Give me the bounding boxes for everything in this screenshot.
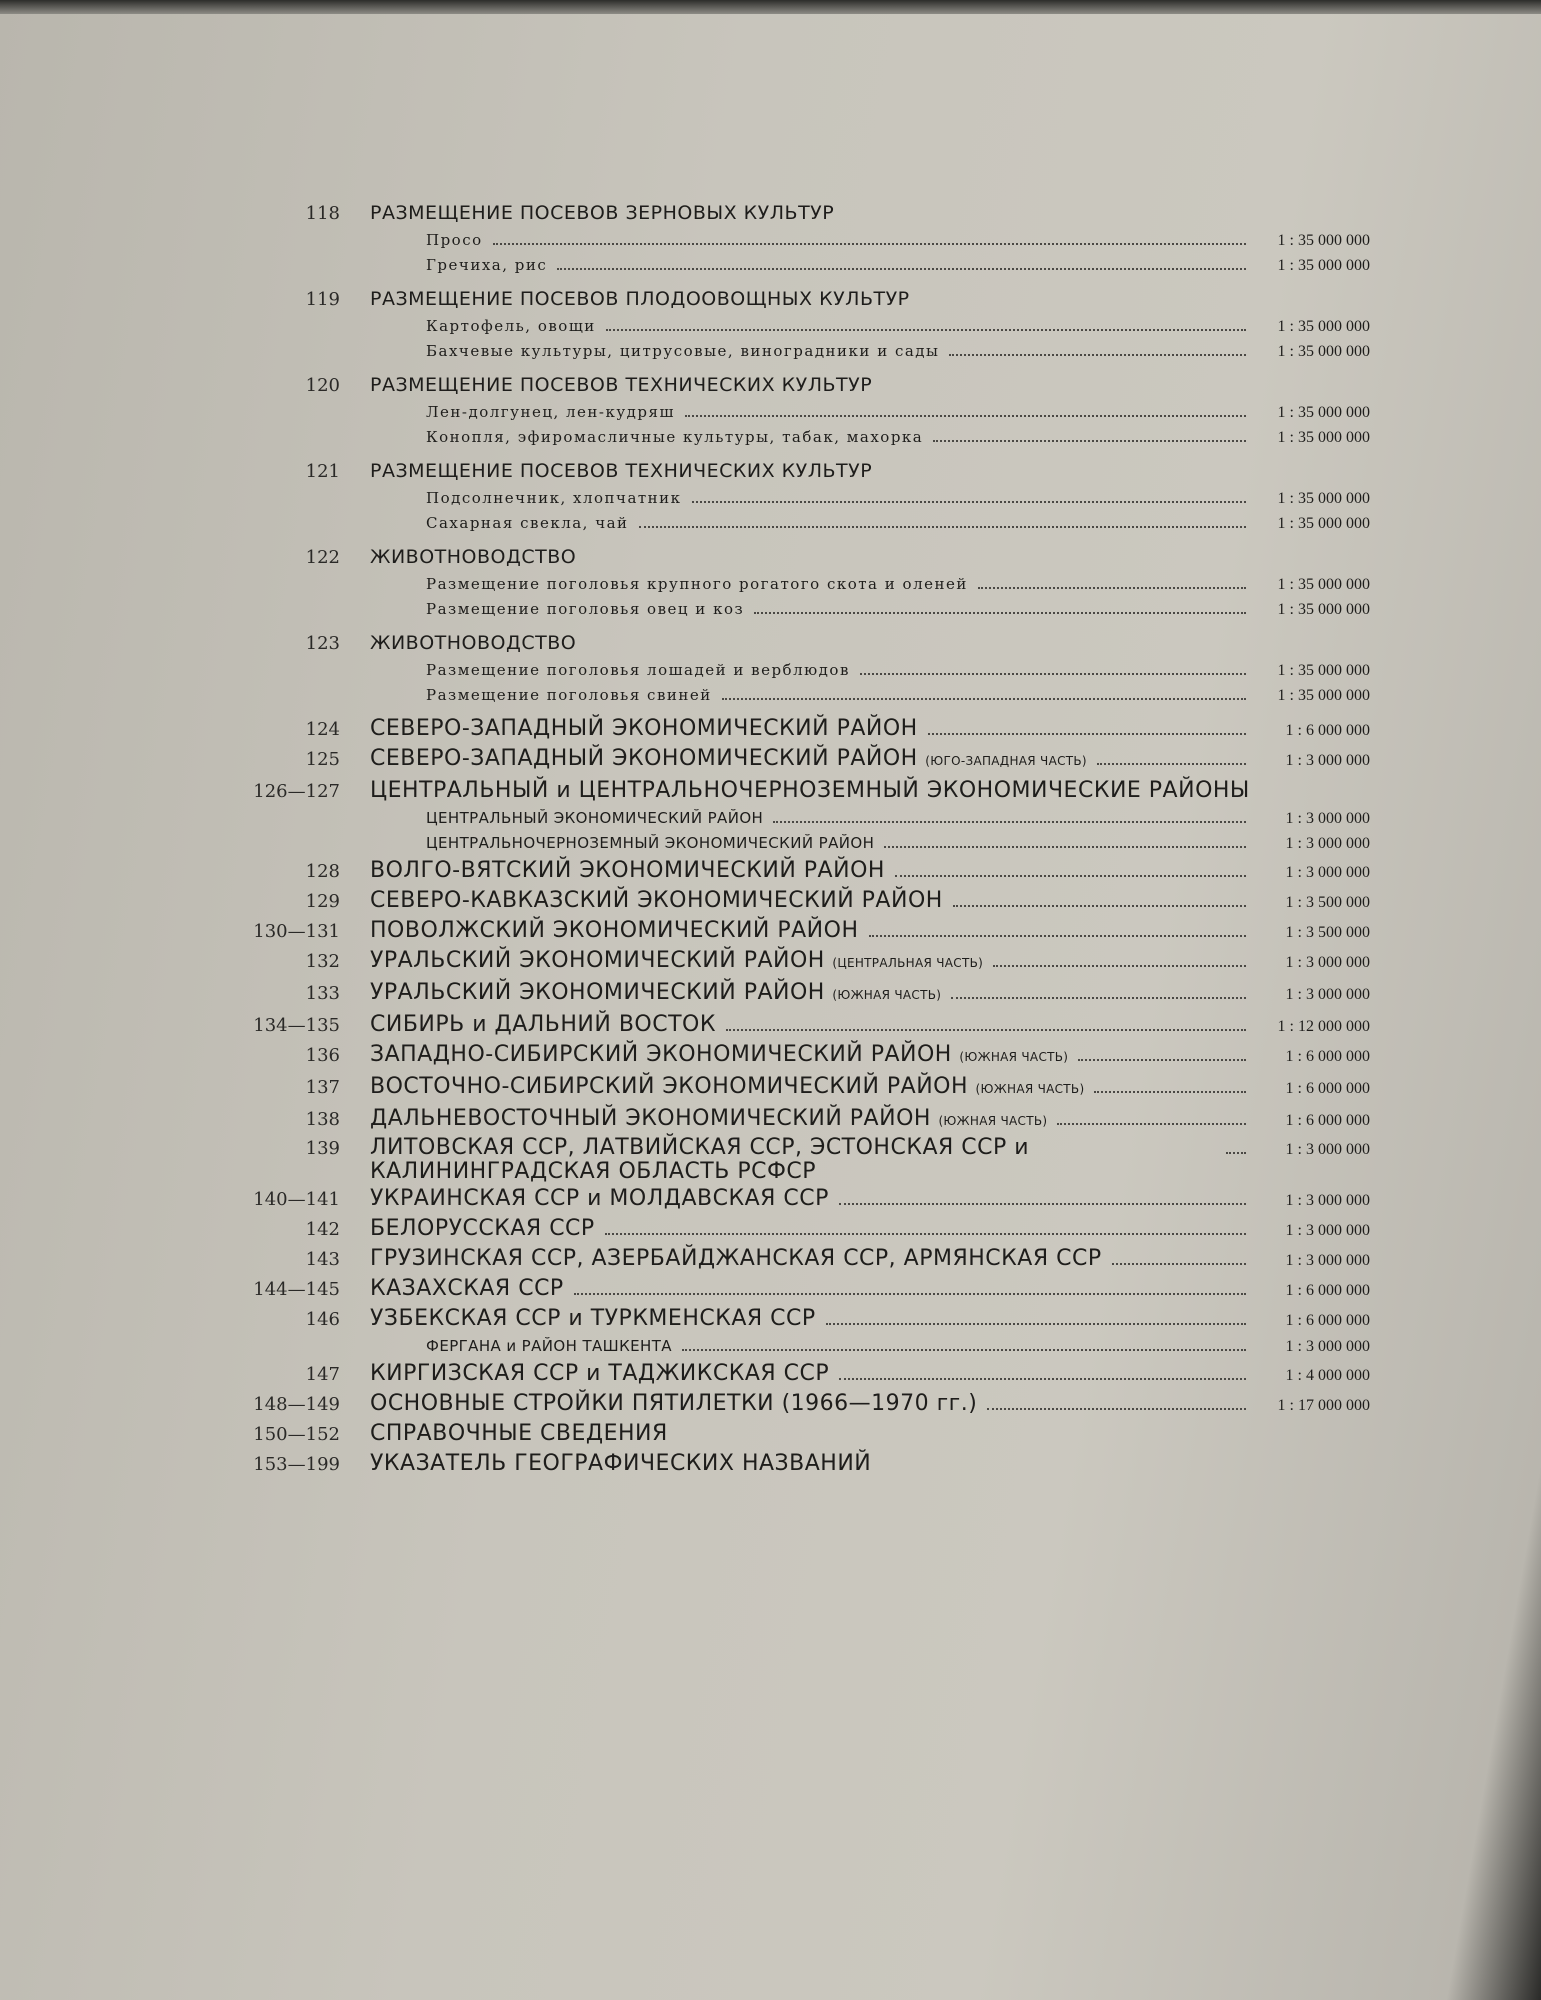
toc-entry[interactable] (240, 1040, 1370, 1072)
toc-subentry[interactable] (240, 683, 1370, 708)
dot-leader (606, 329, 1246, 331)
map-scale: 1 : 35 000 000 (1277, 576, 1370, 593)
dot-leader (951, 997, 1246, 999)
subentry-label: Размещение поголовья крупного рогатого скота и оленей (426, 575, 968, 593)
entry-title (370, 1389, 977, 1419)
dot-leader (722, 698, 1246, 700)
toc-entry[interactable] (240, 1244, 1370, 1274)
entry-title (370, 1010, 716, 1040)
page-number: 119 (305, 289, 340, 310)
entry-title (370, 1419, 668, 1449)
dot-leader (928, 733, 1246, 735)
toc-entry-line (240, 1449, 1370, 1479)
toc-subentry[interactable] (240, 253, 1370, 278)
dot-leader (574, 1293, 1246, 1295)
toc-subentry[interactable] (240, 228, 1370, 253)
map-scale: 1 : 3 000 000 (1285, 986, 1370, 1003)
page-number: 130—131 (253, 921, 340, 942)
toc-entry[interactable] (240, 1359, 1370, 1389)
dot-leader (682, 1349, 1246, 1351)
toc-subentry[interactable] (240, 1334, 1370, 1359)
map-scale: 1 : 3 500 000 (1285, 924, 1370, 941)
page-number: 122 (305, 547, 340, 568)
map-scale: 1 : 3 000 000 (1285, 810, 1370, 827)
map-scale: 1 : 12 000 000 (1277, 1018, 1370, 1035)
entry-title (370, 856, 885, 886)
dot-leader (933, 440, 1246, 442)
entry-title-text: ПОВОЛЖСКИЙ ЭКОНОМИЧЕСКИЙ РАЙОН (370, 918, 859, 943)
subentry-label: Сахарная свекла, чай (426, 514, 629, 532)
dot-leader (639, 526, 1246, 528)
page-number: 134—135 (253, 1015, 340, 1036)
toc-entry-line (240, 1214, 1370, 1244)
dot-leader (884, 846, 1246, 848)
entry-title-text: СЕВЕРО-ЗАПАДНЫЙ ЭКОНОМИЧЕСКИЙ РАЙОН (370, 716, 918, 741)
page-number: 148—149 (253, 1394, 340, 1415)
subentry-label: Размещение поголовья лошадей и верблюдов (426, 661, 850, 679)
entry-title-text: ОСНОВНЫЕ СТРОЙКИ ПЯТИЛЕТКИ (1966—1970 гг.) (370, 1391, 978, 1416)
toc-section (240, 284, 1370, 364)
map-scale: 1 : 35 000 000 (1277, 490, 1370, 507)
entry-title (370, 916, 859, 946)
toc-entry-line (240, 1104, 1370, 1136)
toc-entry[interactable] (240, 1274, 1370, 1304)
toc-entry-line (240, 1359, 1370, 1389)
toc-entry[interactable] (240, 776, 1370, 806)
toc-section (240, 542, 1370, 622)
entry-title (370, 886, 943, 916)
toc-entry-line (240, 1010, 1370, 1040)
map-scale: 1 : 3 500 000 (1285, 894, 1370, 911)
entry-title-text: ВОЛГО-ВЯТСКИЙ ЭКОНОМИЧЕСКИЙ РАЙОН (370, 858, 885, 883)
entry-title (370, 714, 918, 744)
toc-section (240, 198, 1370, 278)
map-scale: 1 : 3 000 000 (1285, 954, 1370, 971)
toc-entry[interactable] (240, 714, 1370, 744)
toc-entry[interactable] (240, 978, 1370, 1010)
entry-title (370, 1040, 1068, 1072)
toc-entry-line (240, 1274, 1370, 1304)
toc-entry[interactable] (240, 946, 1370, 978)
dot-leader (949, 354, 1246, 356)
page-number: 125 (305, 749, 340, 770)
toc-entry-line (240, 744, 1370, 776)
page-number: 123 (305, 633, 340, 654)
subentry-label: Просо (426, 231, 483, 249)
map-scale: 1 : 3 000 000 (1285, 1252, 1370, 1269)
dot-leader (869, 935, 1247, 937)
section-heading (240, 198, 1370, 228)
dot-leader (978, 587, 1246, 589)
page-number: 136 (305, 1045, 340, 1066)
map-scale: 1 : 35 000 000 (1277, 257, 1370, 274)
map-scale: 1 : 17 000 000 (1277, 1397, 1370, 1414)
map-scale: 1 : 3 000 000 (1285, 1222, 1370, 1239)
toc-entry[interactable] (240, 1072, 1370, 1104)
map-scale: 1 : 3 000 000 (1285, 864, 1370, 881)
entry-title (370, 1104, 1047, 1136)
section-heading (240, 628, 1370, 658)
page-number: 126—127 (253, 781, 340, 802)
entry-title-text: КАЗАХСКАЯ ССР (370, 1276, 564, 1301)
map-scale: 1 : 3 000 000 (1285, 752, 1370, 769)
subentry-label: ЦЕНТРАЛЬНЫЙ ЭКОНОМИЧЕСКИЙ РАЙОН (426, 809, 764, 827)
entry-title (370, 1136, 1216, 1184)
page-number: 124 (305, 719, 340, 740)
map-scale: 1 : 6 000 000 (1285, 1080, 1370, 1097)
subentry-label: Конопля, эфиромасличные культуры, табак, махорка (426, 428, 924, 446)
toc-entry[interactable] (240, 1304, 1370, 1334)
subentry-label: Бахчевые культуры, цитрусовые, виноградники и сады (426, 342, 940, 360)
toc-subentry[interactable] (240, 486, 1370, 511)
toc-entry-line (240, 776, 1370, 806)
entry-title-text: ГРУЗИНСКАЯ ССР, АЗЕРБАЙДЖАНСКАЯ ССР, АРМЯНСКАЯ ССР (370, 1246, 1102, 1271)
section-title: РАЗМЕЩЕНИЕ ПОСЕВОВ ТЕХНИЧЕСКИХ КУЛЬТУР (370, 374, 873, 396)
page-number: 121 (305, 461, 340, 482)
toc-entry-line (240, 1304, 1370, 1334)
subentry-label: ФЕРГАНА и РАЙОН ТАШКЕНТА (426, 1337, 672, 1355)
entry-title-text: УЗБЕКСКАЯ ССР и ТУРКМЕНСКАЯ ССР (370, 1306, 816, 1331)
map-scale: 1 : 35 000 000 (1277, 232, 1370, 249)
toc-entry-line (240, 886, 1370, 916)
toc-entry-line (240, 1419, 1370, 1449)
dot-leader (557, 268, 1246, 270)
page-number: 140—141 (253, 1189, 340, 1210)
section-heading (240, 542, 1370, 572)
map-scale: 1 : 35 000 000 (1277, 687, 1370, 704)
map-scale: 1 : 35 000 000 (1277, 601, 1370, 618)
page-number: 142 (305, 1219, 340, 1240)
page-number: 129 (305, 891, 340, 912)
toc-entry[interactable] (240, 1449, 1370, 1479)
toc-entry-line (240, 916, 1370, 946)
entry-note: (ЮЖНАЯ ЧАСТЬ) (938, 1114, 1048, 1128)
toc-entry-line (240, 1072, 1370, 1104)
toc-entry[interactable] (240, 1419, 1370, 1449)
map-scale: 1 : 35 000 000 (1277, 404, 1370, 421)
dot-leader (726, 1029, 1246, 1031)
map-scale: 1 : 3 000 000 (1285, 1141, 1370, 1158)
toc-entry-line (240, 1040, 1370, 1072)
entry-note: (ЮЖНАЯ ЧАСТЬ) (832, 988, 942, 1002)
toc-entry[interactable] (240, 1214, 1370, 1244)
entry-title (370, 1214, 595, 1244)
section-heading (240, 370, 1370, 400)
dot-leader (987, 1408, 1246, 1410)
section-title: ЖИВОТНОВОДСТВО (370, 546, 577, 568)
map-scale: 1 : 4 000 000 (1285, 1367, 1370, 1384)
entry-title-text: УКАЗАТЕЛЬ ГЕОГРАФИЧЕСКИХ НАЗВАНИЙ (370, 1451, 872, 1476)
page-number: 138 (305, 1109, 340, 1130)
toc-subentry[interactable] (240, 314, 1370, 339)
map-scale: 1 : 35 000 000 (1277, 318, 1370, 335)
toc-entry[interactable] (240, 916, 1370, 946)
toc-subentry[interactable] (240, 339, 1370, 364)
page-number: 139 (305, 1138, 340, 1159)
entry-note: (ЮЖНАЯ ЧАСТЬ) (959, 1050, 1069, 1064)
entry-title-text: СПРАВОЧНЫЕ СВЕДЕНИЯ (370, 1421, 668, 1446)
toc-subentry[interactable] (240, 511, 1370, 536)
subentry-label: Размещение поголовья овец и коз (426, 600, 745, 618)
dot-leader (754, 612, 1246, 614)
subentry-label: Картофель, овощи (426, 317, 596, 335)
map-scale: 1 : 6 000 000 (1285, 722, 1370, 739)
dot-leader (1078, 1059, 1246, 1061)
toc-entry-line (240, 856, 1370, 886)
map-scale: 1 : 35 000 000 (1277, 515, 1370, 532)
toc-subentry[interactable] (240, 572, 1370, 597)
entry-title-text: ЛИТОВСКАЯ ССР, ЛАТВИЙСКАЯ ССР, ЭСТОНСКАЯ ССР и КАЛИНИНГРАДСКАЯ ОБЛАСТЬ РСФСР (370, 1135, 1030, 1184)
entry-title (370, 1274, 564, 1304)
entry-title-text: СИБИРЬ и ДАЛЬНИЙ ВОСТОК (370, 1012, 716, 1037)
toc-subentry[interactable] (240, 806, 1370, 831)
page-number: 153—199 (253, 1454, 340, 1475)
page-number: 137 (305, 1077, 340, 1098)
entry-note: (ЮЖНАЯ ЧАСТЬ) (975, 1082, 1085, 1096)
dot-leader (1112, 1263, 1246, 1265)
dot-leader (1226, 1152, 1246, 1154)
page-number: 128 (305, 861, 340, 882)
toc-entry[interactable] (240, 886, 1370, 916)
dot-leader (953, 905, 1246, 907)
entry-title (370, 744, 1087, 776)
toc-entry-line (240, 1136, 1370, 1184)
map-scale: 1 : 35 000 000 (1277, 343, 1370, 360)
entry-title (370, 1449, 871, 1479)
subentry-label: Гречиха, рис (426, 256, 548, 274)
toc-entry[interactable] (240, 1104, 1370, 1136)
toc-subentry[interactable] (240, 400, 1370, 425)
page-number: 133 (305, 983, 340, 1004)
book-top-edge (0, 0, 1541, 14)
toc-section (240, 628, 1370, 708)
map-scale: 1 : 35 000 000 (1277, 662, 1370, 679)
page-number: 146 (305, 1309, 340, 1330)
toc-section (240, 456, 1370, 536)
entry-title (370, 1304, 816, 1334)
dot-leader (1094, 1091, 1246, 1093)
entry-title-text: УРАЛЬСКИЙ ЭКОНОМИЧЕСКИЙ РАЙОН (370, 980, 825, 1005)
section-title: ЖИВОТНОВОДСТВО (370, 632, 577, 654)
dot-leader (1057, 1123, 1246, 1125)
entry-title-text: УКРАИНСКАЯ ССР и МОЛДАВСКАЯ ССР (370, 1186, 829, 1211)
page-number: 120 (305, 375, 340, 396)
section-title: РАЗМЕЩЕНИЕ ПОСЕВОВ ТЕХНИЧЕСКИХ КУЛЬТУР (370, 460, 873, 482)
entry-title (370, 1244, 1102, 1274)
entry-title-text: ЗАПАДНО-СИБИРСКИЙ ЭКОНОМИЧЕСКИЙ РАЙОН (370, 1042, 952, 1067)
toc-entry[interactable] (240, 1389, 1370, 1419)
entry-note: (ЦЕНТРАЛЬНАЯ ЧАСТЬ) (832, 956, 984, 970)
dot-leader (993, 965, 1246, 967)
subentry-label: Лен-долгунец, лен-кудряш (426, 403, 675, 421)
toc-entry-line (240, 714, 1370, 744)
page-number: 132 (305, 951, 340, 972)
entry-title (370, 978, 941, 1010)
entry-title (370, 1359, 829, 1389)
map-scale: 1 : 35 000 000 (1277, 429, 1370, 446)
map-scale: 1 : 6 000 000 (1285, 1282, 1370, 1299)
toc-entry[interactable] (240, 1136, 1370, 1184)
entry-title (370, 946, 983, 978)
toc-subentry[interactable] (240, 658, 1370, 683)
map-scale: 1 : 6 000 000 (1285, 1112, 1370, 1129)
section-heading (240, 456, 1370, 486)
toc-entry-line (240, 946, 1370, 978)
toc-entry[interactable] (240, 1184, 1370, 1214)
dot-leader (826, 1323, 1246, 1325)
dot-leader (860, 673, 1246, 675)
map-scale: 1 : 3 000 000 (1285, 835, 1370, 852)
toc-section (240, 370, 1370, 450)
entry-title-text: КИРГИЗСКАЯ ССР и ТАДЖИКСКАЯ ССР (370, 1361, 830, 1386)
subentry-label: ЦЕНТРАЛЬНОЧЕРНОЗЕМНЫЙ ЭКОНОМИЧЕСКИЙ РАЙОН (426, 834, 875, 852)
dot-leader (685, 415, 1246, 417)
dot-leader (839, 1378, 1246, 1380)
entry-title-text: УРАЛЬСКИЙ ЭКОНОМИЧЕСКИЙ РАЙОН (370, 948, 825, 973)
section-title: РАЗМЕЩЕНИЕ ПОСЕВОВ ПЛОДООВОЩНЫХ КУЛЬТУР (370, 288, 910, 310)
entry-title (370, 1184, 829, 1214)
entry-title (370, 776, 1250, 806)
page-number: 118 (305, 203, 340, 224)
dot-leader (493, 243, 1246, 245)
toc-entry[interactable] (240, 1010, 1370, 1040)
map-scale: 1 : 6 000 000 (1285, 1312, 1370, 1329)
entry-title-text: БЕЛОРУССКАЯ ССР (370, 1216, 595, 1241)
map-scale: 1 : 3 000 000 (1285, 1338, 1370, 1355)
dot-leader (692, 501, 1246, 503)
toc-subentry[interactable] (240, 425, 1370, 450)
toc-subentry[interactable] (240, 831, 1370, 856)
dot-leader (895, 875, 1246, 877)
subentry-label: Подсолнечник, хлопчатник (426, 489, 682, 507)
entry-note: (ЮГО-ЗАПАДНАЯ ЧАСТЬ) (925, 754, 1087, 768)
dot-leader (773, 821, 1246, 823)
entry-title-text: ВОСТОЧНО-СИБИРСКИЙ ЭКОНОМИЧЕСКИЙ РАЙОН (370, 1074, 969, 1099)
dot-leader (839, 1203, 1246, 1205)
page-number: 143 (305, 1249, 340, 1270)
toc-entry[interactable] (240, 856, 1370, 886)
section-title: РАЗМЕЩЕНИЕ ПОСЕВОВ ЗЕРНОВЫХ КУЛЬТУР (370, 202, 835, 224)
dot-leader (605, 1233, 1246, 1235)
toc-entry-line (240, 1244, 1370, 1274)
page-number: 147 (305, 1364, 340, 1385)
toc-entry-line (240, 1389, 1370, 1419)
subentry-label: Размещение поголовья свиней (426, 686, 712, 704)
page-number: 144—145 (253, 1279, 340, 1300)
map-scale: 1 : 6 000 000 (1285, 1048, 1370, 1065)
entry-title-text: ЦЕНТРАЛЬНЫЙ и ЦЕНТРАЛЬНОЧЕРНОЗЕМНЫЙ ЭКОНОМИЧЕСКИЕ РАЙОНЫ (370, 778, 1250, 803)
table-of-contents (240, 198, 1370, 1479)
entry-title-text: ДАЛЬНЕВОСТОЧНЫЙ ЭКОНОМИЧЕСКИЙ РАЙОН (370, 1106, 931, 1131)
page-number: 150—152 (253, 1424, 340, 1445)
entry-title-text: СЕВЕРО-ЗАПАДНЫЙ ЭКОНОМИЧЕСКИЙ РАЙОН (370, 746, 918, 771)
section-heading (240, 284, 1370, 314)
entry-title (370, 1072, 1084, 1104)
toc-entry-line (240, 1184, 1370, 1214)
toc-entry-line (240, 978, 1370, 1010)
map-scale: 1 : 3 000 000 (1285, 1192, 1370, 1209)
toc-entry[interactable] (240, 744, 1370, 776)
toc-subentry[interactable] (240, 597, 1370, 622)
dot-leader (1097, 763, 1246, 765)
entry-title-text: СЕВЕРО-КАВКАЗСКИЙ ЭКОНОМИЧЕСКИЙ РАЙОН (370, 888, 943, 913)
